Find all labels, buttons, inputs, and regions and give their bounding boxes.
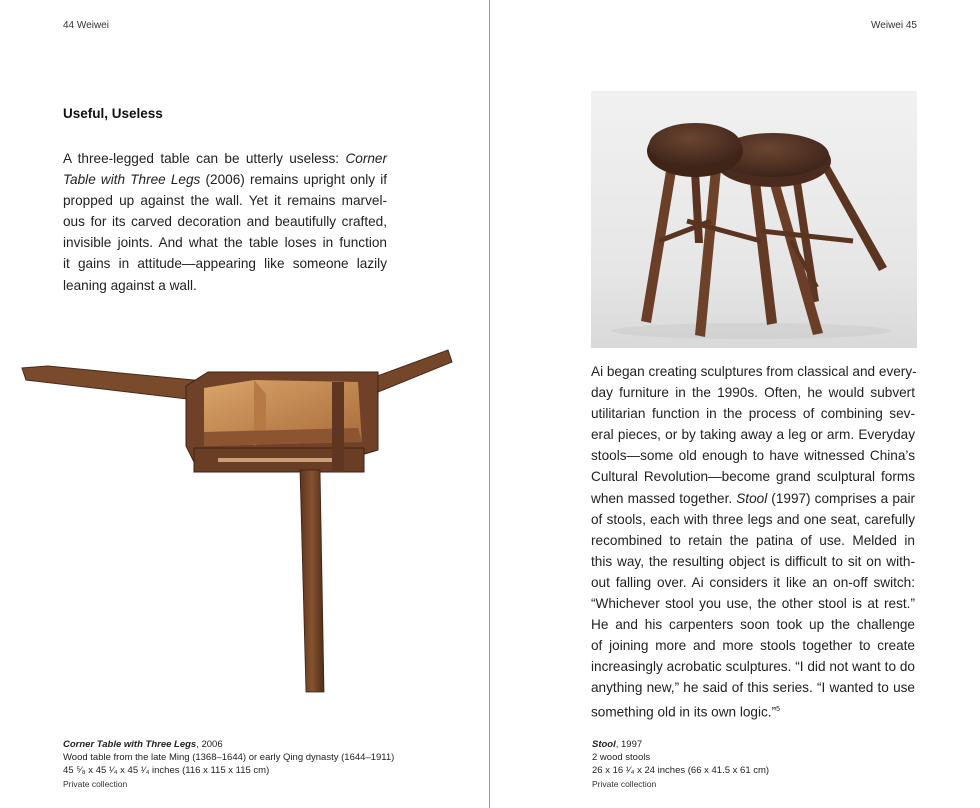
text-run: ous for its carved decoration and beautifully crafted, xyxy=(63,214,387,230)
text-run: Cultural Revolution—become grand sculptural forms xyxy=(591,469,915,485)
left-caption-collection: Private collection xyxy=(63,778,128,789)
text-line xyxy=(591,656,915,677)
text-line xyxy=(63,169,387,190)
text-line xyxy=(63,211,387,232)
text-run: invisible joints. And what the table loses in function xyxy=(63,235,387,251)
right-caption-title: Stool xyxy=(592,739,616,750)
section-title: Useful, Useless xyxy=(63,106,163,121)
text-line xyxy=(591,509,915,530)
left-caption-dimensions: 45 ⁵⁄₈ x 45 ¹⁄₄ x 45 ¹⁄₄ inches (116 x 115 x 115 cm) xyxy=(63,765,270,777)
text-run: of joining more and more stools together to create xyxy=(591,638,915,654)
text-run: eral pieces, or by taking away a leg or arm. Everyday xyxy=(591,427,915,443)
text-line xyxy=(63,148,387,169)
text-run: recombined to retain the patina of use. Melded in xyxy=(591,532,915,548)
table-right-arm xyxy=(372,350,452,392)
text-run: A three-legged table can be utterly useless: xyxy=(63,151,346,166)
text-line xyxy=(591,635,915,656)
table-leg xyxy=(300,470,324,692)
text-run: anything new,” he said of this series. “I wanted to use xyxy=(591,680,915,696)
text-run: this way, the resulting object is difficult to sit on with- xyxy=(591,553,915,569)
text-run: “Whichever stool you use, the other stool is at rest.” xyxy=(591,596,915,612)
text-run: (2006) remains upright only if xyxy=(200,172,388,188)
text-run: it gains in attitude—appearing like someone lazily xyxy=(63,256,387,272)
text-run: increasingly acrobatic sculptures. “I did not want to do xyxy=(591,659,915,675)
left-caption-material: Wood table from the late Ming (1368–1644) or early Qing dynasty (1644–1911) xyxy=(63,752,395,764)
text-line xyxy=(591,677,915,698)
left-caption-title-line xyxy=(63,738,394,751)
left-page xyxy=(0,0,489,808)
right-running-head: Weiwei 45 xyxy=(871,20,917,31)
left-body-text xyxy=(63,148,387,296)
text-line xyxy=(591,614,915,635)
text-run: of stools, each with three legs and one seat, carefully xyxy=(591,511,915,527)
right-caption-title-line xyxy=(592,738,769,751)
right-page xyxy=(490,0,980,808)
right-caption-collection: Private collection xyxy=(592,778,657,789)
right-caption-year: , 1997 xyxy=(615,739,643,750)
corner-table-photo xyxy=(18,342,454,698)
left-caption xyxy=(63,738,394,791)
text-line xyxy=(591,699,915,720)
italic-title: Stool xyxy=(736,490,768,506)
text-run: day furniture in the 1990s. Often, he would subvert xyxy=(591,385,915,401)
left-caption-year: , 2006 xyxy=(196,739,223,750)
text-line xyxy=(591,572,915,593)
text-line xyxy=(591,530,915,551)
right-body-text xyxy=(591,361,915,720)
stool-photo xyxy=(591,91,917,348)
text-run: (1997) comprises a pair xyxy=(767,490,915,506)
footnote-marker: 5 xyxy=(776,705,781,713)
text-run: leaning against a wall. xyxy=(63,277,197,293)
text-line xyxy=(591,424,915,445)
text-line xyxy=(591,488,915,509)
text-run: Ai began creating sculptures from classical and every- xyxy=(591,364,917,379)
text-line xyxy=(63,253,387,274)
text-line xyxy=(591,466,915,487)
text-line xyxy=(63,190,387,211)
text-line xyxy=(591,403,915,424)
text-run: utilitarian function in the process of combining sev- xyxy=(591,406,915,422)
text-line xyxy=(591,551,915,572)
text-run: stools—some old enough to have witnessed China’s xyxy=(591,448,915,464)
right-caption-material: 2 wood stools xyxy=(592,752,651,764)
text-run: propped up against the wall. Yet it remains marvel- xyxy=(63,193,387,209)
text-run: something old in its own logic.” xyxy=(591,704,777,720)
left-caption-title: Corner Table with Three Legs xyxy=(63,739,197,750)
italic-title: Table with Three Legs xyxy=(63,172,201,188)
text-line xyxy=(591,361,915,382)
text-run: when massed together. xyxy=(591,490,737,506)
right-caption-dimensions: 26 x 16 ¹⁄₄ x 24 inches (66 x 41.5 x 61 cm) xyxy=(592,765,770,777)
left-running-head: 44 Weiwei xyxy=(63,20,109,31)
text-run: He and his carpenters soon took up the challenge xyxy=(591,617,915,633)
text-line xyxy=(63,275,387,296)
text-line xyxy=(591,445,915,466)
stool-photo-background xyxy=(591,91,917,348)
text-line xyxy=(591,382,915,403)
right-caption xyxy=(592,738,769,791)
text-line xyxy=(63,232,387,253)
italic-title: Corner xyxy=(345,151,387,166)
text-run: out falling over. Ai considers it like an on-off switch: xyxy=(591,574,915,590)
text-line xyxy=(591,593,915,614)
